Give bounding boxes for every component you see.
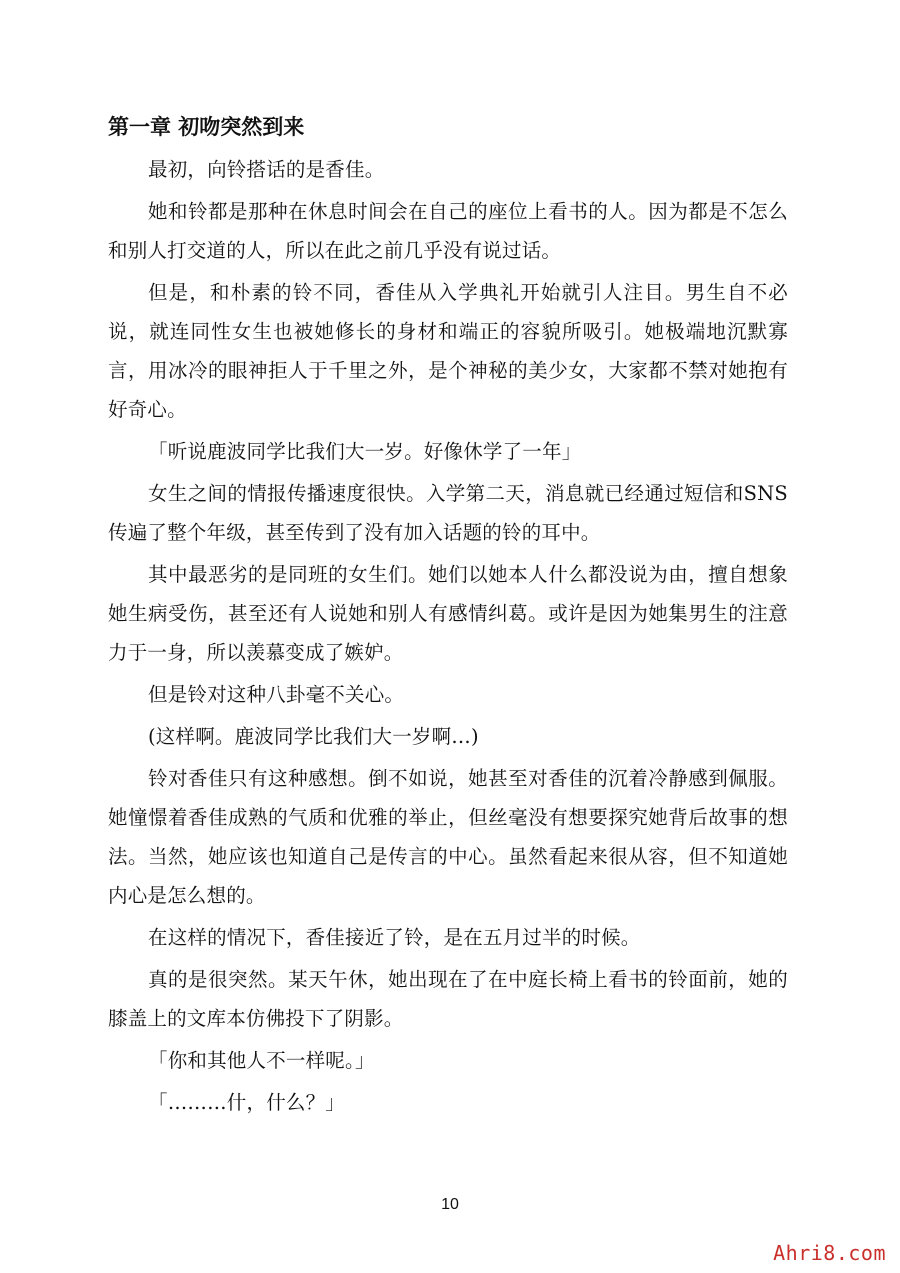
paragraph: 「听说鹿波同学比我们大一岁。好像休学了一年」 — [148, 440, 582, 463]
paragraph: (这样啊。鹿波同学比我们大一岁啊…) — [148, 725, 479, 748]
page-number: 10 — [441, 1196, 459, 1213]
paragraph: 最初，向铃搭话的是香佳。 — [148, 158, 385, 181]
paragraph: 其中最恶劣的是同班的女生们。她们以她本人什么都没说为由，擅自想象她生病受伤，甚至还有人说她和别人有感情纠葛。或许是因为她集男生的注意力于一身，所以羡慕变成了嫉妒。 — [108, 563, 788, 664]
paragraph: 铃对香佳只有这种感想。倒不如说，她甚至对香佳的沉着冷静感到佩服。她憧憬着香佳成熟的气质和优雅的举止，但丝毫没有想要探究她背后故事的想法。当然，她应该也知道自己是传言的中心。虽然看起来很从容，但不知道她内心是怎么想的。 — [108, 767, 788, 907]
chapter-title: 第一章 初吻突然到来 — [108, 115, 305, 139]
paragraph: 但是铃对这种八卦毫不关心。 — [148, 683, 405, 706]
paragraph: 真的是很突然。某天午休，她出现在了在中庭长椅上看书的铃面前，她的膝盖上的文库本仿佛投下了阴影。 — [108, 968, 788, 1030]
paragraph: 女生之间的情报传播速度很快。入学第二天，消息就已经通过短信和SNS传遍了整个年级，甚至传到了没有加入话题的铃的耳中。 — [108, 482, 788, 544]
body-text — [108, 150, 788, 1125]
paragraph: 在这样的情况下，香佳接近了铃，是在五月过半的时候。 — [148, 926, 641, 949]
paragraph: 她和铃都是那种在休息时间会在自己的座位上看书的人。因为都是不怎么和别人打交道的人，所以在此之前几乎没有说过话。 — [108, 200, 788, 262]
watermark: Ahri8.com — [773, 1241, 886, 1265]
paragraph: 「………什，什么？」 — [148, 1091, 346, 1114]
paragraph: 「你和其他人不一样呢。」 — [148, 1049, 375, 1072]
paragraph: 但是，和朴素的铃不同，香佳从入学典礼开始就引人注目。男生自不必说，就连同性女生也被她修长的身材和端正的容貌所吸引。她极端地沉默寡言，用冰冷的眼神拒人于千里之外，是个神秘的美少女，大家都不禁对她抱有好奇心。 — [108, 281, 788, 421]
